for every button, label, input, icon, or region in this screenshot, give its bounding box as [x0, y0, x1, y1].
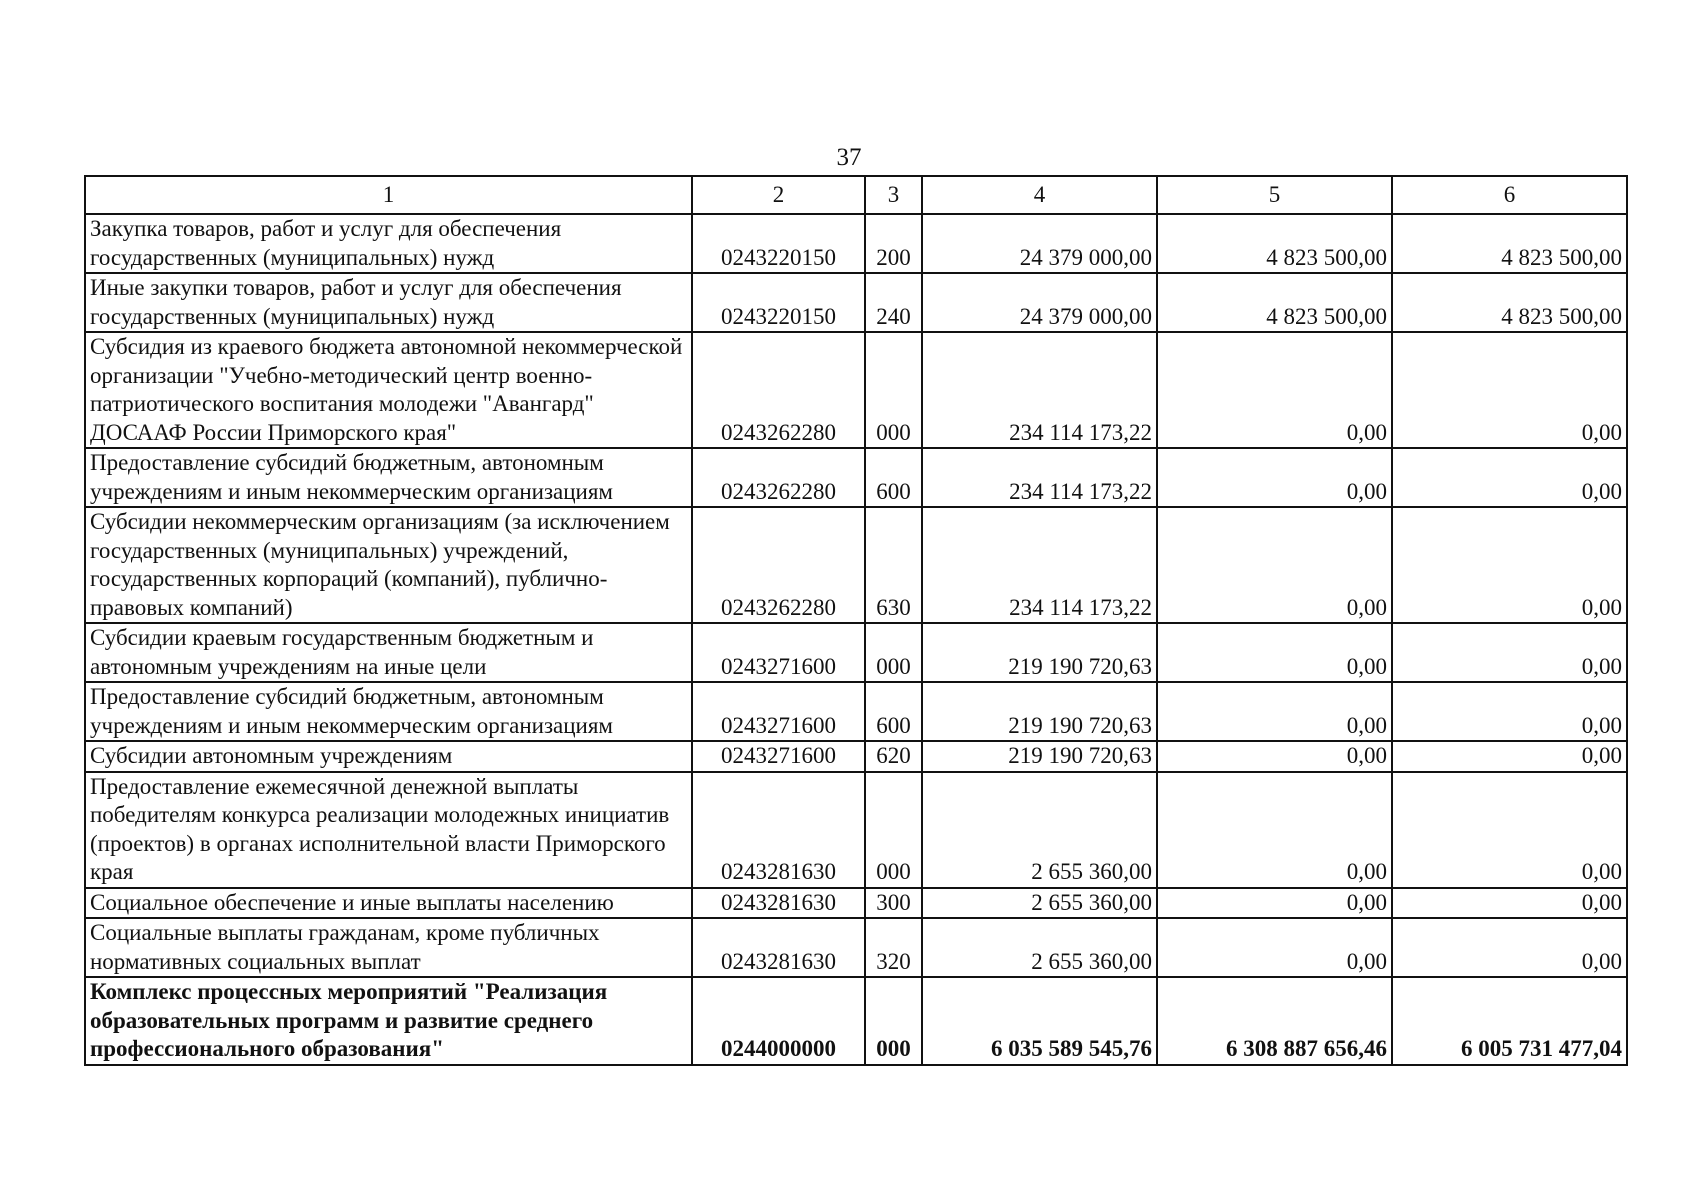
row-value-4: 6 035 589 545,76 — [922, 977, 1157, 1065]
row-expense-type: 240 — [865, 273, 922, 332]
row-value-4: 24 379 000,00 — [922, 214, 1157, 273]
row-value-5: 0,00 — [1157, 741, 1392, 772]
row-target-code: 0243281630 — [692, 918, 865, 977]
row-value-5: 0,00 — [1157, 448, 1392, 507]
row-target-code: 0244000000 — [692, 977, 865, 1065]
row-value-4: 234 114 173,22 — [922, 332, 1157, 448]
budget-table — [84, 175, 1628, 1066]
header-col-6: 6 — [1392, 176, 1627, 214]
header-col-4: 4 — [922, 176, 1157, 214]
row-value-4: 219 190 720,63 — [922, 623, 1157, 682]
row-target-code: 0243281630 — [692, 772, 865, 888]
table-row-total — [85, 977, 1627, 1065]
row-name: Закупка товаров, работ и услуг для обеспечения государственных (муниципальных) нужд — [85, 214, 692, 273]
row-value-5: 0,00 — [1157, 682, 1392, 741]
row-value-4: 2 655 360,00 — [922, 918, 1157, 977]
row-expense-type: 600 — [865, 682, 922, 741]
table-row — [85, 741, 1627, 772]
row-value-6: 4 823 500,00 — [1392, 273, 1627, 332]
row-value-6: 0,00 — [1392, 448, 1627, 507]
row-value-6: 0,00 — [1392, 772, 1627, 888]
row-value-6: 4 823 500,00 — [1392, 214, 1627, 273]
row-value-4: 234 114 173,22 — [922, 448, 1157, 507]
table-row — [85, 623, 1627, 682]
row-value-6: 0,00 — [1392, 332, 1627, 448]
table-row — [85, 918, 1627, 977]
page-number: 37 — [836, 144, 862, 171]
row-target-code: 0243271600 — [692, 682, 865, 741]
row-target-code: 0243220150 — [692, 214, 865, 273]
row-expense-type: 000 — [865, 332, 922, 448]
row-value-5: 4 823 500,00 — [1157, 273, 1392, 332]
row-expense-type: 300 — [865, 888, 922, 919]
row-target-code: 0243281630 — [692, 888, 865, 919]
row-value-5: 0,00 — [1157, 332, 1392, 448]
table-row — [85, 332, 1627, 448]
row-target-code: 0243262280 — [692, 332, 865, 448]
table-row — [85, 273, 1627, 332]
row-value-6: 0,00 — [1392, 918, 1627, 977]
table-body — [85, 214, 1627, 1065]
row-name: Субсидия из краевого бюджета автономной некоммерческой организации "Учебно-методический центр военно-патриотического воспитания молодежи "Авангард" ДОСААФ России Приморского края" — [85, 332, 692, 448]
row-value-6: 0,00 — [1392, 682, 1627, 741]
row-value-6: 6 005 731 477,04 — [1392, 977, 1627, 1065]
row-target-code: 0243271600 — [692, 623, 865, 682]
row-value-4: 219 190 720,63 — [922, 682, 1157, 741]
row-value-4: 2 655 360,00 — [922, 888, 1157, 919]
row-value-6: 0,00 — [1392, 741, 1627, 772]
row-name: Иные закупки товаров, работ и услуг для обеспечения государственных (муниципальных) нужд — [85, 273, 692, 332]
row-expense-type: 000 — [865, 772, 922, 888]
row-target-code: 0243220150 — [692, 273, 865, 332]
row-value-5: 6 308 887 656,46 — [1157, 977, 1392, 1065]
table-row — [85, 772, 1627, 888]
row-name: Социальное обеспечение и иные выплаты населению — [85, 888, 692, 919]
table-row — [85, 888, 1627, 919]
header-col-2: 2 — [692, 176, 865, 214]
row-value-6: 0,00 — [1392, 888, 1627, 919]
table-row — [85, 214, 1627, 273]
row-value-4: 24 379 000,00 — [922, 273, 1157, 332]
row-expense-type: 630 — [865, 507, 922, 623]
row-value-5: 0,00 — [1157, 623, 1392, 682]
row-name: Субсидии краевым государственным бюджетным и автономным учреждениям на иные цели — [85, 623, 692, 682]
header-col-5: 5 — [1157, 176, 1392, 214]
row-name: Предоставление субсидий бюджетным, автономным учреждениям и иным некоммерческим организациям — [85, 682, 692, 741]
row-name: Предоставление ежемесячной денежной выплаты победителям конкурса реализации молодежных инициатив (проектов) в органах исполнительной власти Приморского края — [85, 772, 692, 888]
table-header-row — [85, 176, 1627, 214]
row-value-5: 0,00 — [1157, 918, 1392, 977]
row-expense-type: 000 — [865, 623, 922, 682]
row-value-6: 0,00 — [1392, 507, 1627, 623]
row-expense-type: 600 — [865, 448, 922, 507]
row-value-4: 2 655 360,00 — [922, 772, 1157, 888]
row-value-5: 0,00 — [1157, 772, 1392, 888]
table-row — [85, 682, 1627, 741]
row-target-code: 0243271600 — [692, 741, 865, 772]
row-name: Субсидии автономным учреждениям — [85, 741, 692, 772]
row-value-5: 4 823 500,00 — [1157, 214, 1392, 273]
header-col-3: 3 — [865, 176, 922, 214]
row-value-4: 219 190 720,63 — [922, 741, 1157, 772]
row-value-4: 234 114 173,22 — [922, 507, 1157, 623]
row-target-code: 0243262280 — [692, 448, 865, 507]
row-value-5: 0,00 — [1157, 507, 1392, 623]
table-row — [85, 448, 1627, 507]
header-col-1: 1 — [85, 176, 692, 214]
row-expense-type: 000 — [865, 977, 922, 1065]
row-name: Субсидии некоммерческим организациям (за исключением государственных (муниципальных) учреждений, государственных корпораций (компаний), публично-правовых компаний) — [85, 507, 692, 623]
row-name: Социальные выплаты гражданам, кроме публичных нормативных социальных выплат — [85, 918, 692, 977]
row-name: Предоставление субсидий бюджетным, автономным учреждениям и иным некоммерческим организациям — [85, 448, 692, 507]
table-row — [85, 507, 1627, 623]
row-value-5: 0,00 — [1157, 888, 1392, 919]
row-expense-type: 320 — [865, 918, 922, 977]
row-target-code: 0243262280 — [692, 507, 865, 623]
row-name: Комплекс процессных мероприятий "Реализация образовательных программ и развитие среднего профессионального образования" — [85, 977, 692, 1065]
row-value-6: 0,00 — [1392, 623, 1627, 682]
row-expense-type: 200 — [865, 214, 922, 273]
row-expense-type: 620 — [865, 741, 922, 772]
